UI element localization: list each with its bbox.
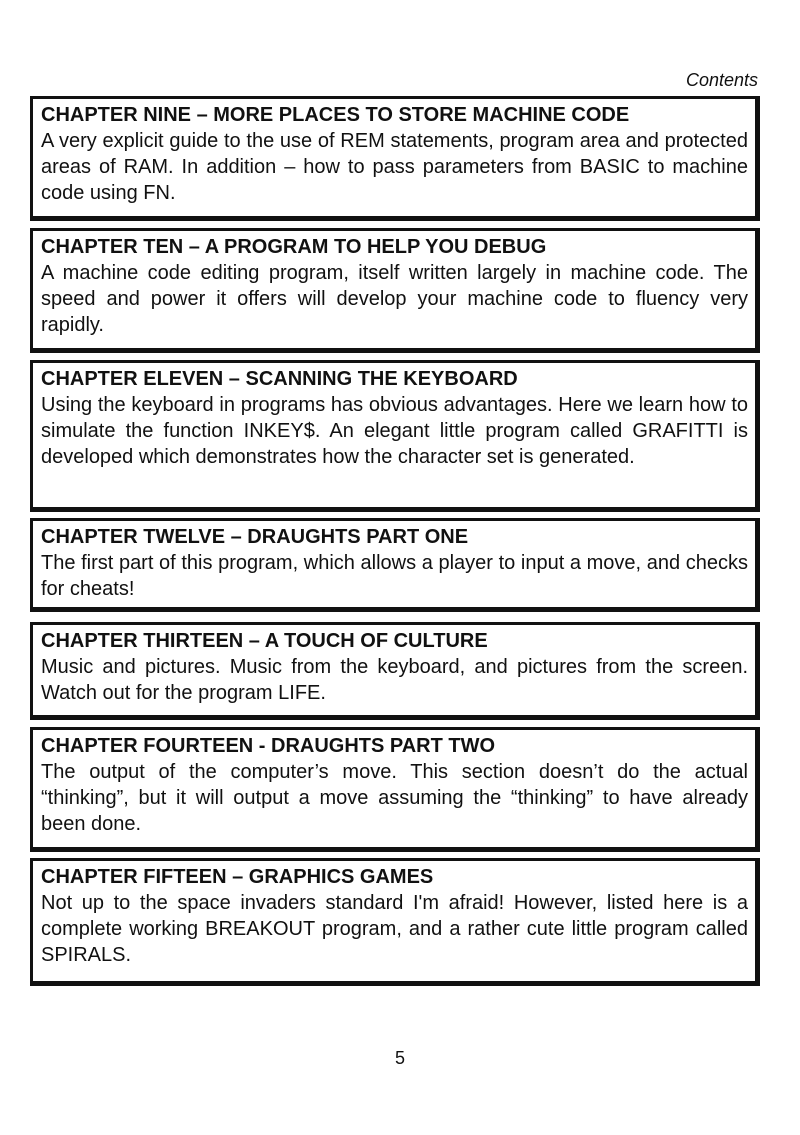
chapter-description: A very explicit guide to the use of REM statements, program area and protected areas of RAM. In addition – how to pass parameters from BASIC to machine code using FN. bbox=[41, 130, 748, 204]
page-number: 5 bbox=[394, 1048, 405, 1068]
chapter-twelve-box bbox=[30, 518, 760, 612]
chapter-description: The output of the computer’s move. This section doesn’t do the actual “thinking”, but it will output a move assuming the “thinking” to have already been done. bbox=[41, 761, 748, 835]
chapter-fourteen-box bbox=[30, 727, 760, 852]
chapter-title: CHAPTER FOURTEEN - DRAUGHTS PART TWO bbox=[41, 735, 496, 757]
chapter-title: CHAPTER NINE – MORE PLACES TO STORE MACHINE CODE bbox=[41, 104, 630, 126]
chapter-description: Not up to the space invaders standard I'm afraid! However, listed here is a complete working BREAKOUT program, and a rather cute little program called SPIRALS. bbox=[41, 892, 748, 966]
chapter-thirteen-box bbox=[30, 622, 760, 720]
chapter-description: The first part of this program, which allows a player to input a move, and checks for cheats! bbox=[41, 552, 748, 600]
running-header: Contents bbox=[685, 70, 758, 90]
chapter-description: Using the keyboard in programs has obvious advantages. Here we learn how to simulate the function INKEY$. An elegant little program called GRAFITTI is developed which demonstrates how the character set is generated. bbox=[41, 394, 748, 468]
chapter-description: Music and pictures. Music from the keyboard, and pictures from the screen. Watch out for the program LIFE. bbox=[41, 656, 748, 704]
chapter-title: CHAPTER ELEVEN – SCANNING THE KEYBOARD bbox=[41, 368, 518, 390]
chapter-title: CHAPTER TEN – A PROGRAM TO HELP YOU DEBUG bbox=[41, 236, 547, 258]
chapter-title: CHAPTER TWELVE – DRAUGHTS PART ONE bbox=[41, 526, 469, 548]
chapter-description: A machine code editing program, itself written largely in machine code. The speed and power it offers will develop your machine code to fluency very rapidly. bbox=[41, 262, 748, 336]
chapter-fifteen-box bbox=[30, 858, 760, 986]
chapter-title: CHAPTER FIFTEEN – GRAPHICS GAMES bbox=[41, 866, 434, 888]
chapter-nine-box bbox=[30, 96, 760, 221]
chapter-title: CHAPTER THIRTEEN – A TOUCH OF CULTURE bbox=[41, 630, 488, 652]
chapter-eleven-box bbox=[30, 360, 760, 512]
chapter-ten-box bbox=[30, 228, 760, 353]
